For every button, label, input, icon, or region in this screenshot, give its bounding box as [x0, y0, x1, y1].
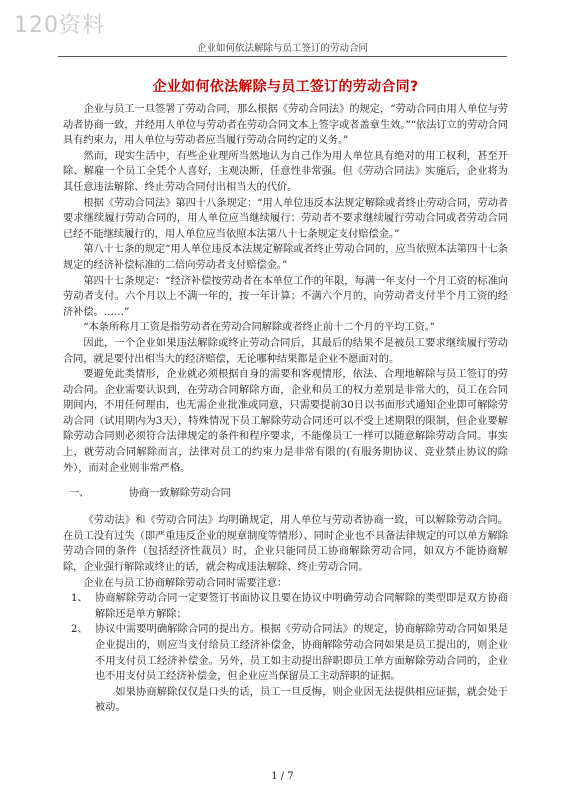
- list-number: 2、: [71, 624, 88, 636]
- document-body: [63, 72, 508, 716]
- paragraph: 根据《劳动合同法》第四十八条规定：“用人单位违反本法规定解除或者终止劳动合同，劳动者要求继续履行劳动合同的，用人单位应当继续履行；劳动者不要求继续履行劳动合同或者劳动合同已经不能继续履行的，用人单位应当依照本法第八十七条规定支付赔偿金。”: [63, 197, 508, 240]
- list-text: 协商解除劳动合同一定要签订书面协议且要在协议中明确劳动合同解除的类型即是双方协商解除还是单方解除；: [95, 593, 508, 620]
- list-item: [71, 591, 508, 622]
- paragraph: 《劳动法》和《劳动合同法》均明确规定，用人单位与劳动者协商一致，可以解除劳动合同。在员工没有过失（即严重违反企业的规章制度等情形）、同时企业也不具备法律规定的可以单方解除劳动合同的条件（包括经济性裁员）时，企业只能同员工协商解除劳动合同，如双方不能协商解除，企业强行解除或终止的话，就会构成违法解除、终止劳动合同。: [63, 515, 508, 574]
- paragraph: 企业在与员工协商解除劳动合同时需要注意：: [83, 577, 288, 589]
- closing-block: [95, 685, 508, 716]
- paragraph: 如果协商解除仅仅是口头的话，员工一旦反悔，则企业因无法提供相应证据，就会处于被动。: [95, 686, 508, 714]
- section-title: 协商一致解除劳动合同: [129, 488, 231, 500]
- document-title: 企业如何依法解除与员工签订的劳动合同?: [152, 79, 419, 95]
- list-number: 1、: [71, 593, 88, 605]
- running-header: 企业如何依法解除与员工签订的劳动合同: [196, 43, 368, 54]
- paragraph: 然而，现实生活中，有些企业理所当然地认为自己作为用人单位具有绝对的用工权利，甚至开除、解雇一个员工全凭个人喜好，主观决断，任意性非常强。但《劳动合同法》实施后，企业将为其任意违法解除、终止劳动合同付出相当大的代价。: [63, 150, 508, 193]
- page-number: 1 / 7: [271, 771, 294, 782]
- paragraph: 要避免此类情形，企业就必须根据自身的需要和客观情形，依法、合理地解除与员工签订的劳动合同。企业需要认识到，在劳动合同解除方面，企业和员工的权力差别是非常大的，员工在合同期间内，不用任何理由，也无需企业批准或同意，只需要提前30日以书面形式通知企业即可解除劳动合同（试用期内为3天），特殊情况下员工解除劳动合同还可以不受上述期限的限制，但企业要解除劳动合同则必须符合法律规定的条件和程序要求，不能像员工一样可以随意解除劳动合同。事实上，就劳动合同解除而言，法律对员工的约束力是非常有限的(有服务期协议、竞业禁止协议的除外），而对企业则非常严格。: [63, 369, 508, 474]
- list-text: 协议中需要明确解除合同的提出方。根据《劳动合同法》的规定，协商解除劳动合同如果是企业提出的，则应当支付给员工经济补偿金，协商解除劳动合同如果是员工提出的，则企业不用支付员工经济补偿金。另外，员工如主动提出辞职即员工单方面解除劳动合同的，企业也不用支付员工经济补偿金，但企业应当保留员工主动辞职的证据。: [95, 624, 508, 683]
- section-number: 一、: [69, 488, 90, 500]
- paragraph: “本条所称月工资是指劳动者在劳动合同解除或者终止前十二个月的平均工资。”: [83, 322, 436, 334]
- section-heading: [69, 486, 508, 501]
- paragraph: 因此，一个企业如果违法解除或终止劳动合同后，其最后的结果不是被员工要求继续履行劳动合同，就是要付出相当大的经济赔偿，无论哪种结果都是企业不愿面对的。: [63, 337, 508, 365]
- header-divider: [58, 56, 507, 57]
- paragraph: 第四十七条规定：“经济补偿按劳动者在本单位工作的年限，每满一年支付一个月工资的标准向劳动者支付。六个月以上不满一年的，按一年计算；不满六个月的，向劳动者支付半个月工资的经济补偿。……”: [63, 275, 508, 318]
- paragraph: 企业与员工一旦签署了劳动合同，那么根据《劳动合同法》的规定，“劳动合同由用人单位与劳动者协商一致，并经用人单位与劳动者在劳动合同文本上签字或者盖章生效。”“依法订立的劳动合同具有约束力，用人单位与劳动者应当履行劳动合同约定的义务。”: [63, 104, 508, 147]
- watermark-logo: 120资料: [14, 13, 105, 38]
- paragraph: 第八十七条的规定“用人单位违反本法规定解除或者终止劳动合同的，应当依照本法第四十七条规定的经济补偿标准的二倍向劳动者支付赔偿金。”: [63, 244, 508, 271]
- list-item: [71, 622, 508, 684]
